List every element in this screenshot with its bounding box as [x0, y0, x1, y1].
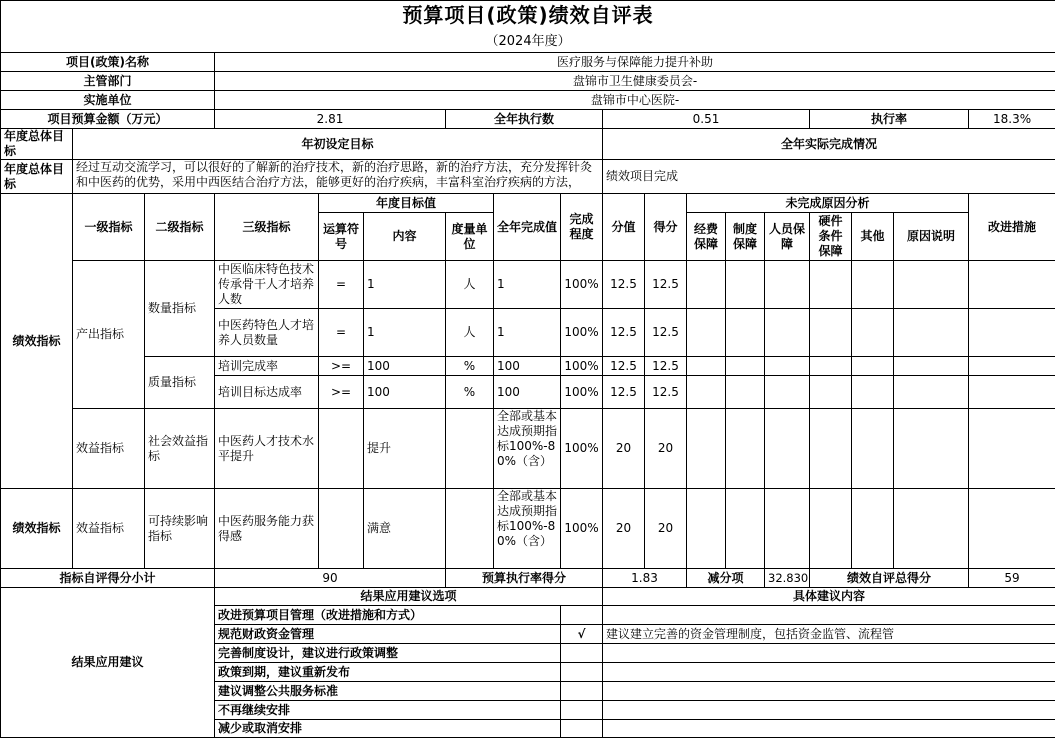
indicator-score: 20	[603, 489, 645, 569]
benefit-indicator-label-2: 效益指标	[73, 489, 145, 569]
total-score-value: 59	[969, 569, 1055, 588]
indicator-degree: 100%	[561, 489, 603, 569]
page-title: 预算项目(政策)绩效自评表	[1, 1, 1055, 31]
result-option-label: 减少或取消安排	[215, 720, 561, 738]
result-option-detail	[603, 663, 1055, 682]
result-option-label: 完善制度设计，建议进行政策调整	[215, 644, 561, 663]
result-option-check[interactable]	[561, 644, 603, 663]
indicator-level3: 中医临床特色技术传承骨干人才培养人数	[215, 261, 319, 309]
indicator-got: 20	[645, 409, 687, 489]
result-option-detail: 建议建立完善的资金管理制度，包括资金监管、流程管	[603, 625, 1055, 644]
result-option-label: 建议调整公共服务标准	[215, 682, 561, 701]
perf-label-2: 绩效指标	[1, 489, 73, 569]
result-option-label: 改进预算项目管理（改进措施和方式）	[215, 606, 561, 625]
result-application-label: 结果应用建议	[1, 588, 215, 738]
indicator-degree: 100%	[561, 261, 603, 309]
indicator-unit	[446, 489, 494, 569]
indicator-op: >=	[319, 357, 364, 376]
dept-label: 主管部门	[1, 72, 215, 91]
quality-indicator-label: 质量指标	[145, 357, 215, 409]
project-name-value: 医疗服务与保障能力提升补助	[215, 53, 1055, 72]
level2-header: 二级指标	[145, 194, 215, 261]
indicator-op	[319, 489, 364, 569]
budget-label: 项目预算金额（万元）	[1, 110, 215, 129]
indicator-actual: 1	[494, 261, 561, 309]
social-benefit-label: 社会效益指标	[145, 409, 215, 489]
exec-label: 全年执行数	[446, 110, 603, 129]
rate-value: 18.3%	[969, 110, 1055, 129]
result-option-check[interactable]	[561, 663, 603, 682]
actual-goal-header: 全年实际完成情况	[603, 129, 1055, 160]
indicator-content: 提升	[364, 409, 446, 489]
indicator-level3: 中医药人才技术水平提升	[215, 409, 319, 489]
indicator-actual: 全部或基本达成预期指标100%-80%（含）	[494, 409, 561, 489]
indicator-degree: 100%	[561, 357, 603, 376]
initial-goal-text: 经过互动交流学习，可以很好的了解新的治疗技术，新的治疗思路，新的治疗方法，充分发挥针灸和中医药的优势，采用中西医结合治疗方法，能够更好的治疗疾病，丰富科室治疗疾病的方法，	[73, 160, 603, 194]
indicator-got: 12.5	[645, 376, 687, 409]
result-option-detail	[603, 682, 1055, 701]
sustain-impact-label: 可持续影响指标	[145, 489, 215, 569]
actual-header: 全年完成值	[494, 194, 561, 261]
reason-fund-header: 经费保障	[687, 213, 726, 261]
result-option-detail	[603, 701, 1055, 720]
level3-header: 三级指标	[215, 194, 319, 261]
reason-system-header: 制度保障	[726, 213, 765, 261]
result-option-label: 政策到期，建议重新发布	[215, 663, 561, 682]
result-option-check[interactable]	[561, 720, 603, 738]
indicator-content: 100	[364, 357, 446, 376]
result-option-check[interactable]	[561, 701, 603, 720]
indicator-level3: 培训完成率	[215, 357, 319, 376]
indicator-actual: 100	[494, 376, 561, 409]
reason-staff-header: 人员保障	[765, 213, 810, 261]
indicator-score: 20	[603, 409, 645, 489]
page-subtitle: （2024年度）	[1, 31, 1055, 53]
score-header: 分值	[603, 194, 645, 261]
project-name-label: 项目(政策)名称	[1, 53, 215, 72]
indicator-unit: 人	[446, 309, 494, 357]
indicator-content: 1	[364, 261, 446, 309]
result-option-label: 规范财政资金管理	[215, 625, 561, 644]
level1-header: 一级指标	[73, 194, 145, 261]
output-indicator-label: 产出指标	[73, 261, 145, 409]
indicator-actual: 全部或基本达成预期指标100%-80%（含）	[494, 489, 561, 569]
indicator-got: 12.5	[645, 357, 687, 376]
indicator-degree: 100%	[561, 376, 603, 409]
indicator-degree: 100%	[561, 309, 603, 357]
subtotal-label: 指标自评得分小计	[1, 569, 215, 588]
got-header: 得分	[645, 194, 687, 261]
indicator-op: =	[319, 261, 364, 309]
indicator-content: 满意	[364, 489, 446, 569]
result-option-detail	[603, 720, 1055, 738]
deduct-label: 减分项	[687, 569, 765, 588]
reason-group-header: 未完成原因分析	[687, 194, 969, 213]
result-option-check[interactable]: √	[561, 625, 603, 644]
goal-row-label: 年度总体目标	[1, 129, 73, 160]
indicator-got: 12.5	[645, 309, 687, 357]
deduct-value: 32.830	[765, 569, 810, 588]
indicator-op: >=	[319, 376, 364, 409]
rate-label: 执行率	[810, 110, 969, 129]
indicator-actual: 100	[494, 357, 561, 376]
exec-value: 0.51	[603, 110, 810, 129]
result-option-check[interactable]	[561, 682, 603, 701]
perf-label-1: 绩效指标	[1, 194, 73, 489]
total-score-label: 绩效自评总得分	[810, 569, 969, 588]
budget-score-label: 预算执行率得分	[446, 569, 603, 588]
indicator-got: 20	[645, 489, 687, 569]
reason-explain-header: 原因说明	[894, 213, 969, 261]
indicator-degree: 100%	[561, 409, 603, 489]
result-option-detail	[603, 644, 1055, 663]
actual-goal-text: 绩效项目完成	[603, 160, 1055, 194]
indicator-op: =	[319, 309, 364, 357]
indicator-actual: 1	[494, 309, 561, 357]
improve-header: 改进措施	[969, 194, 1055, 261]
initial-goal-header: 年初设定目标	[73, 129, 603, 160]
result-options-header: 结果应用建议选项	[215, 588, 603, 606]
indicator-level3: 中医药服务能力获得感	[215, 489, 319, 569]
quantity-indicator-label: 数量指标	[145, 261, 215, 357]
indicator-score: 12.5	[603, 357, 645, 376]
op-header: 运算符号	[319, 213, 364, 261]
result-option-check[interactable]	[561, 606, 603, 625]
indicator-unit: %	[446, 376, 494, 409]
result-option-detail	[603, 606, 1055, 625]
indicator-op	[319, 409, 364, 489]
indicator-unit	[446, 409, 494, 489]
indicator-unit: 人	[446, 261, 494, 309]
indicator-level3: 中医药特色人才培养人员数量	[215, 309, 319, 357]
indicator-content: 1	[364, 309, 446, 357]
dept-value: 盘锦市卫生健康委员会-	[215, 72, 1055, 91]
degree-header: 完成程度	[561, 194, 603, 261]
indicator-got: 12.5	[645, 261, 687, 309]
indicator-unit: %	[446, 357, 494, 376]
result-option-label: 不再继续安排	[215, 701, 561, 720]
unit-header: 度量单位	[446, 213, 494, 261]
goal-row-label-2: 年度总体目标	[1, 160, 73, 194]
detail-suggestion-header: 具体建议内容	[603, 588, 1055, 606]
content-header: 内容	[364, 213, 446, 261]
indicator-content: 100	[364, 376, 446, 409]
unit-value: 盘锦市中心医院-	[215, 91, 1055, 110]
indicator-level3: 培训目标达成率	[215, 376, 319, 409]
budget-value: 2.81	[215, 110, 446, 129]
subtotal-value: 90	[215, 569, 446, 588]
reason-hardware-header: 硬件条件保障	[810, 213, 852, 261]
benefit-indicator-label: 效益指标	[73, 409, 145, 489]
reason-other-header: 其他	[852, 213, 894, 261]
unit-label: 实施单位	[1, 91, 215, 110]
target-group-header: 年度目标值	[319, 194, 494, 213]
indicator-score: 12.5	[603, 376, 645, 409]
indicator-score: 12.5	[603, 309, 645, 357]
budget-score-value: 1.83	[603, 569, 687, 588]
indicator-score: 12.5	[603, 261, 645, 309]
